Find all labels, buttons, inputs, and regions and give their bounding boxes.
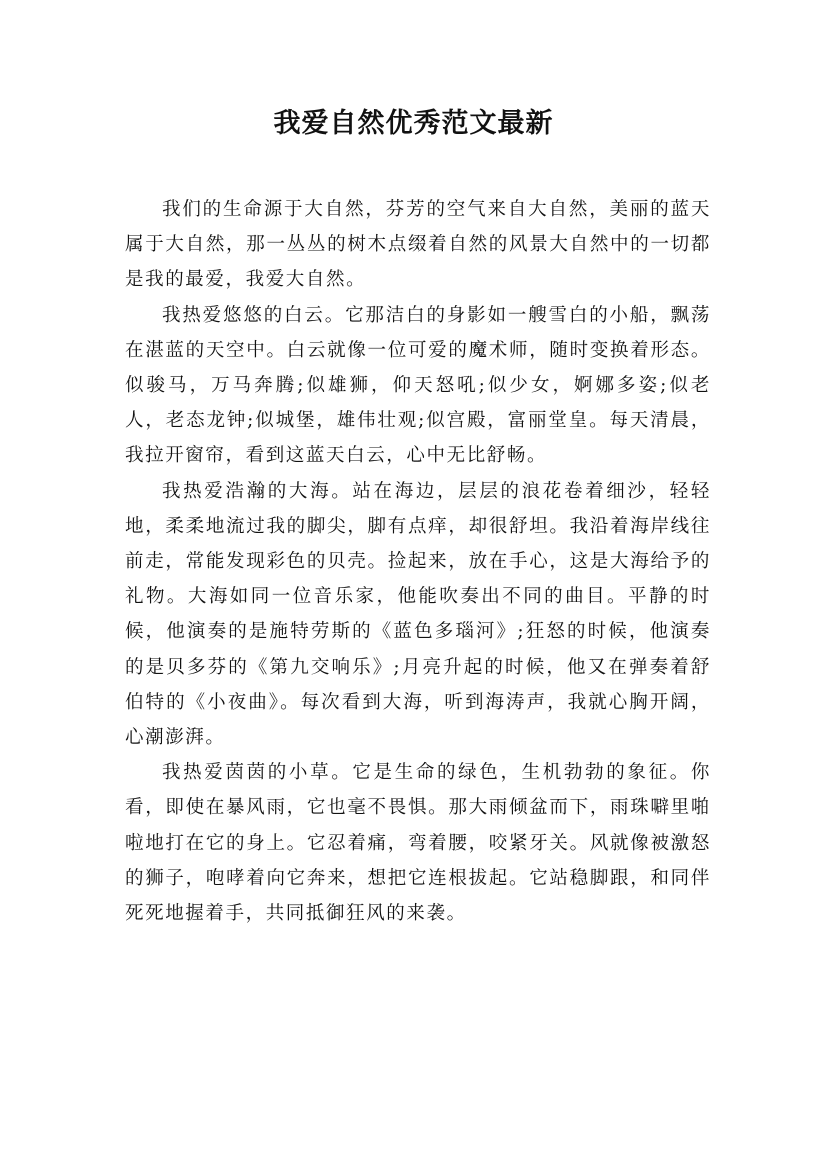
document-body bbox=[125, 192, 711, 931]
paragraph-intro: 我们的生命源于大自然，芬芳的空气来自大自然，美丽的蓝天属于大自然，那一丛丛的树木点缀着自然的风景大自然中的一切都是我的最爱，我爱大自然。 bbox=[125, 199, 711, 291]
paragraph-clouds: 我热爱悠悠的白云。它那洁白的身影如一艘雪白的小船，飘荡在湛蓝的天空中。白云就像一位可爱的魔术师，随时变换着形态。似骏马，万马奔腾;似雄狮，仰天怒吼;似少女，婀娜多姿;似老人，老态龙钟;似城堡，雄伟壮观;似宫殿，富丽堂皇。每天清晨，我拉开窗帘，看到这蓝天白云，心中无比舒畅。 bbox=[125, 304, 711, 467]
document-title: 我爱自然优秀范文最新 bbox=[273, 108, 554, 139]
paragraph-grass: 我热爱茵茵的小草。它是生命的绿色，生机勃勃的象征。你看，即使在暴风雨，它也毫不畏惧。那大雨倾盆而下，雨珠噼里啪啦地打在它的身上。它忍着痛，弯着腰，咬紧牙关。风就像被激怒的狮子，咆哮着向它奔来，想把它连根拔起。它站稳脚跟，和同伴死死地握着手，共同抵御狂风的来袭。 bbox=[125, 762, 711, 925]
paragraph-sea: 我热爱浩瀚的大海。站在海边，层层的浪花卷着细沙，轻轻地，柔柔地流过我的脚尖，脚有点痒，却很舒坦。我沿着海岸线往前走，常能发现彩色的贝壳。捡起来，放在手心，这是大海给予的礼物。大海如同一位音乐家，他能吹奏出不同的曲目。平静的时候，他演奏的是施特劳斯的《蓝色多瑙河》;狂怒的时候，他演奏的是贝多芬的《第九交响乐》;月亮升起的时候，他又在弹奏着舒伯特的《小夜曲》。每次看到大海，听到海涛声，我就心胸开阔，心潮澎湃。 bbox=[125, 480, 711, 749]
